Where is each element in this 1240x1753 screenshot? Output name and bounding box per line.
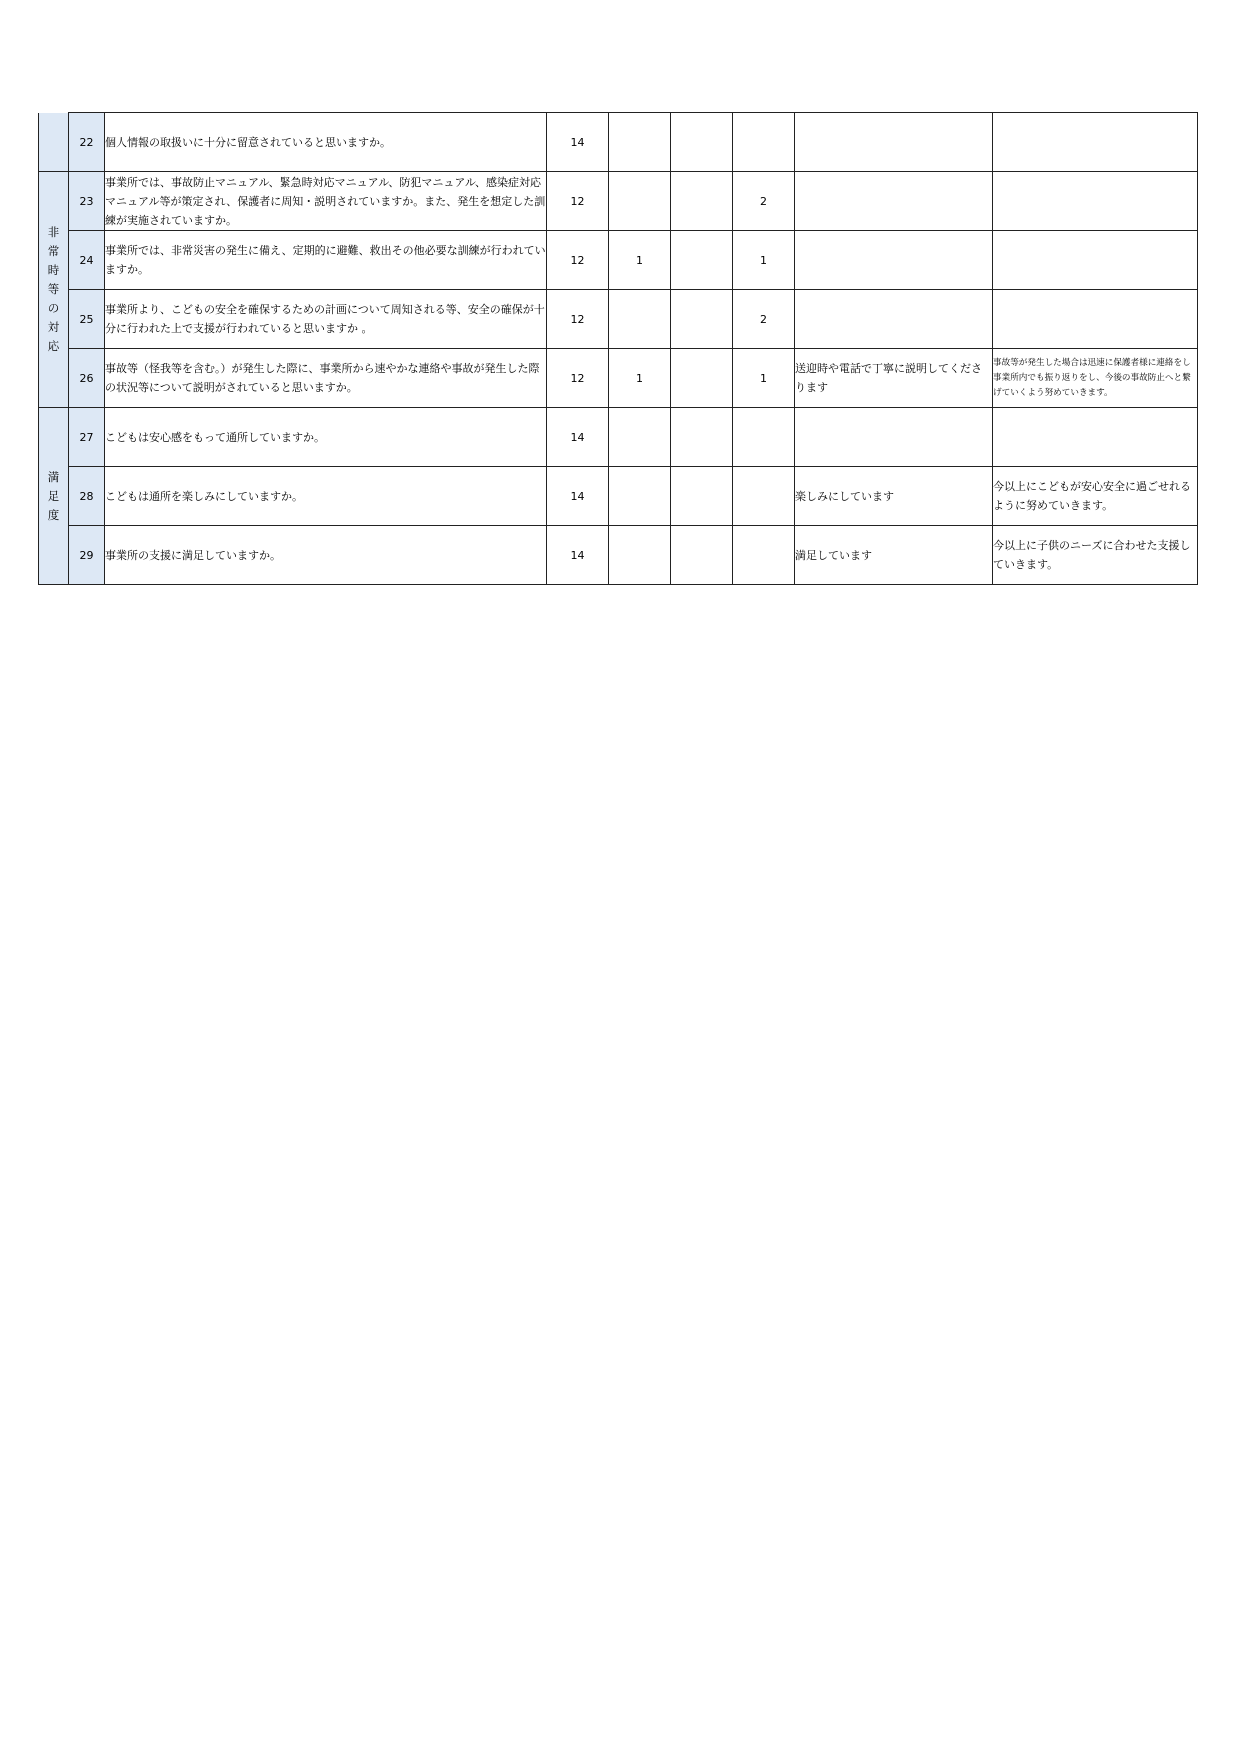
evaluation-table [38, 112, 1198, 585]
count-no [671, 231, 733, 290]
count-unknown [733, 467, 795, 526]
count-yes: 12 [547, 172, 609, 231]
facility-response [993, 290, 1198, 349]
question-number: 28 [69, 467, 105, 526]
question-number: 27 [69, 408, 105, 467]
count-unknown [733, 526, 795, 585]
facility-response [993, 408, 1198, 467]
parent-opinion [795, 172, 993, 231]
table-row [39, 290, 1198, 349]
count-unsure [609, 526, 671, 585]
question-number: 24 [69, 231, 105, 290]
parent-opinion [795, 231, 993, 290]
count-unsure [609, 172, 671, 231]
question-number: 22 [69, 113, 105, 172]
count-unsure: 1 [609, 231, 671, 290]
count-yes: 14 [547, 467, 609, 526]
count-no [671, 113, 733, 172]
parent-opinion: 楽しみにしています [795, 467, 993, 526]
count-unsure [609, 113, 671, 172]
facility-response: 事故等が発生した場合は迅速に保護者様に連絡をし事業所内でも振り返りをし、今後の事故防止へと繋げていくよう努めていきます。 [993, 349, 1198, 408]
parent-opinion [795, 290, 993, 349]
count-yes: 14 [547, 526, 609, 585]
count-unsure [609, 408, 671, 467]
facility-response [993, 113, 1198, 172]
count-no [671, 172, 733, 231]
table-row [39, 113, 1198, 172]
facility-response: 今以上にこどもが安心安全に過ごせれるように努めていきます。 [993, 467, 1198, 526]
category-cell-continued [39, 113, 69, 172]
count-yes: 12 [547, 349, 609, 408]
question-text: 事業所の支援に満足していますか。 [105, 526, 547, 585]
table-row [39, 526, 1198, 585]
count-unsure [609, 290, 671, 349]
question-number: 29 [69, 526, 105, 585]
count-no [671, 526, 733, 585]
category-cell-satisfaction [39, 408, 69, 585]
question-text: 事業所より、こどもの安全を確保するための計画について周知される等、安全の確保が十分に行われた上で支援が行われていると思いますか 。 [105, 290, 547, 349]
count-unknown: 2 [733, 172, 795, 231]
parent-opinion: 満足しています [795, 526, 993, 585]
parent-opinion: 送迎時や電話で丁寧に説明してくださります [795, 349, 993, 408]
question-number: 23 [69, 172, 105, 231]
facility-response [993, 231, 1198, 290]
question-text: 個人情報の取扱いに十分に留意されていると思いますか。 [105, 113, 547, 172]
facility-response: 今以上に子供のニーズに合わせた支援していきます。 [993, 526, 1198, 585]
count-no [671, 349, 733, 408]
category-label: 満足度 [47, 469, 60, 522]
count-unsure [609, 467, 671, 526]
count-unknown [733, 113, 795, 172]
table-row [39, 408, 1198, 467]
count-unknown: 1 [733, 231, 795, 290]
table-row [39, 349, 1198, 408]
question-number: 25 [69, 290, 105, 349]
question-text: 事業所では、非常災害の発生に備え、定期的に避難、救出その他必要な訓練が行われていますか。 [105, 231, 547, 290]
count-unsure: 1 [609, 349, 671, 408]
parent-opinion [795, 113, 993, 172]
question-text: 事故等（怪我等を含む。）が発生した際に、事業所から速やかな連絡や事故が発生した際の状況等について説明がされていると思いますか。 [105, 349, 547, 408]
count-yes: 14 [547, 113, 609, 172]
table-row [39, 467, 1198, 526]
question-number: 26 [69, 349, 105, 408]
count-unknown: 1 [733, 349, 795, 408]
parent-opinion [795, 408, 993, 467]
count-unknown [733, 408, 795, 467]
table-row [39, 231, 1198, 290]
category-label: 非常時等の対応 [47, 225, 60, 353]
table-row [39, 172, 1198, 231]
count-unknown: 2 [733, 290, 795, 349]
facility-response [993, 172, 1198, 231]
count-yes: 12 [547, 231, 609, 290]
count-yes: 12 [547, 290, 609, 349]
question-text: 事業所では、事故防止マニュアル、緊急時対応マニュアル、防犯マニュアル、感染症対応マニュアル等が策定され、保護者に周知・説明されていますか。また、発生を想定した訓練が実施されていますか。 [105, 172, 547, 231]
question-text: こどもは安心感をもって通所していますか。 [105, 408, 547, 467]
count-no [671, 408, 733, 467]
count-no [671, 290, 733, 349]
count-no [671, 467, 733, 526]
question-text: こどもは通所を楽しみにしていますか。 [105, 467, 547, 526]
category-cell-emergency [39, 172, 69, 408]
count-yes: 14 [547, 408, 609, 467]
